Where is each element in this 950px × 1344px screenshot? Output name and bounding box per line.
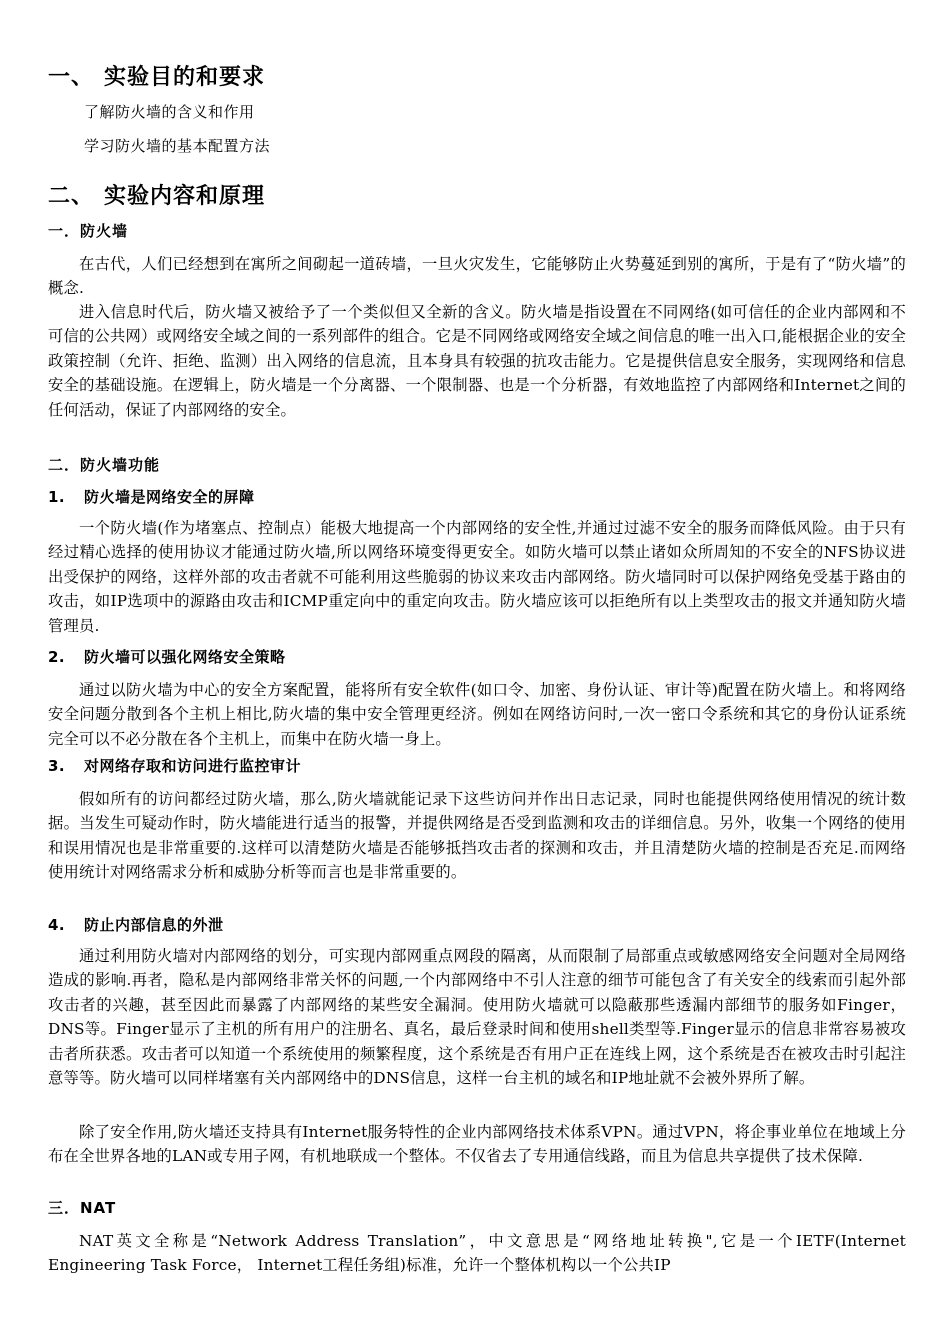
section-title: 实验目的和要求	[104, 65, 266, 90]
goal-item: 了解防火墙的含义和作用	[84, 103, 255, 121]
paragraph: 在古代，人们已经想到在寓所之间砌起一道砖墙，一旦火灾发生，它能够防止火势蔓延到别的寓所，于是有了“防火墙”的概念.	[48, 255, 906, 298]
function-title: 对网络存取和访问进行监控审计	[84, 757, 302, 775]
paragraph: 除了安全作用,防火墙还支持具有Internet服务特性的企业内部网络技术体系VPN。通过VPN，将企事业单位在地域上分布在全世界各地的LAN或专用子网，有机地联成一个整体。不仅省去了专用通信线路，而且为信息共享提供了技术保障.	[48, 1123, 906, 1166]
function-number: 3.	[48, 757, 66, 775]
paragraph: 进入信息时代后，防火墙又被给予了一个类似但又全新的含义。防火墙是指设置在不同网络(如可信任的企业内部网和不可信的公共网）或网络安全域之间的一系列部件的组合。它是不同网络或网络安全域之间信息的唯一出入口,能根据企业的安全政策控制（允许、拒绝、监测）出入网络的信息流，且本身具有较强的抗攻击能力。它是提供信息安全服务，实现网络和信息安全的基础设施。在逻辑上，防火墙是一个分离器、一个限制器、也是一个分析器，有效地监控了内部网络和Internet之间的任何活动，保证了内部网络的安全。	[48, 303, 906, 419]
paragraph: 通过以防火墙为中心的安全方案配置，能将所有安全软件(如口令、加密、身份认证、审计等)配置在防火墙上。和将网络安全问题分散到各个主机上相比,防火墙的集中安全管理更经济。例如在网络访问时,一次一密口令系统和其它的身份认证系统完全可以不必分散在各个主机上，而集中在防火墙一身上。	[48, 681, 906, 748]
section-number: 二、	[48, 184, 95, 209]
goal-item: 学习防火墙的基本配置方法	[84, 137, 271, 155]
paragraph: NAT英文全称是“Network Address Translation”，中文意思是“网络地址转换",它是一个IETF(Internet Engineering Task Force， Internet工程任务组)标准，允许一个整体机构以一个公共IP	[48, 1232, 906, 1275]
subsection-heading-nat: 三．NAT	[48, 1199, 117, 1217]
function-number: 2.	[48, 648, 66, 666]
section-number: 一、	[48, 65, 95, 90]
function-title: 防火墙可以强化网络安全策略	[84, 648, 286, 666]
paragraph: 通过利用防火墙对内部网络的划分，可实现内部网重点网段的隔离，从而限制了局部重点或敏感网络安全问题对全局网络造成的影响.再者，隐私是内部网络非常关怀的问题,一个内部网络中不引人注意的细节可能包含了有关安全的线索而引起外部攻击者的兴趣，甚至因此而暴露了内部网络的某些安全漏洞。使用防火墙就可以隐蔽那些透漏内部细节的服务如Finger，DNS等。Finger显示了主机的所有用户的注册名、真名，最后登录时间和使用shell类型等.Finger显示的信息非常容易被攻击者所获悉。攻击者可以知道一个系统使用的频繁程度，这个系统是否有用户正在连线上网，这个系统是否在被攻击时引起注意等等。防火墙可以同样堵塞有关内部网络中的DNS信息，这样一台主机的域名和IP地址就不会被外界所了解。	[48, 947, 906, 1088]
function-number: 1.	[48, 488, 66, 506]
subsection-heading-functions: 二．防火墙功能	[48, 456, 161, 474]
section-heading-content	[48, 179, 265, 210]
function-number: 4.	[48, 916, 66, 934]
function-title: 防火墙是网络安全的屏障	[84, 488, 255, 506]
subsection-heading-firewall: 一．防火墙	[48, 222, 129, 240]
section-heading-goals	[48, 60, 265, 91]
paragraph: 一个防火墙(作为堵塞点、控制点）能极大地提高一个内部网络的安全性,并通过过滤不安全的服务而降低风险。由于只有经过精心选择的使用协议才能通过防火墙,所以网络环境变得更安全。如防火墙可以禁止诸如众所周知的不安全的NFS协议进出受保护的网络，这样外部的攻击者就不可能利用这些脆弱的协议来攻击内部网络。防火墙同时可以保护网络免受基于路由的攻击，如IP选项中的源路由攻击和ICMP重定向中的重定向攻击。防火墙应该可以拒绝所有以上类型攻击的报文并通知防火墙管理员.	[48, 519, 906, 635]
function-heading	[48, 914, 224, 935]
function-heading	[48, 646, 286, 667]
paragraph: 假如所有的访问都经过防火墙，那么,防火墙就能记录下这些访问并作出日志记录，同时也能提供网络使用情况的统计数据。当发生可疑动作时，防火墙能进行适当的报警，并提供网络是否受到监测和攻击的详细信息。另外，收集一个网络的使用和误用情况也是非常重要的.这样可以清楚防火墙是否能够抵挡攻击者的探测和攻击，并且清楚防火墙的控制是否充足.而网络使用统计对网络需求分析和威胁分析等而言也是非常重要的。	[48, 790, 906, 882]
function-title: 防止内部信息的外泄	[84, 916, 224, 934]
function-heading	[48, 486, 255, 507]
function-heading	[48, 755, 301, 776]
section-title: 实验内容和原理	[104, 184, 266, 209]
